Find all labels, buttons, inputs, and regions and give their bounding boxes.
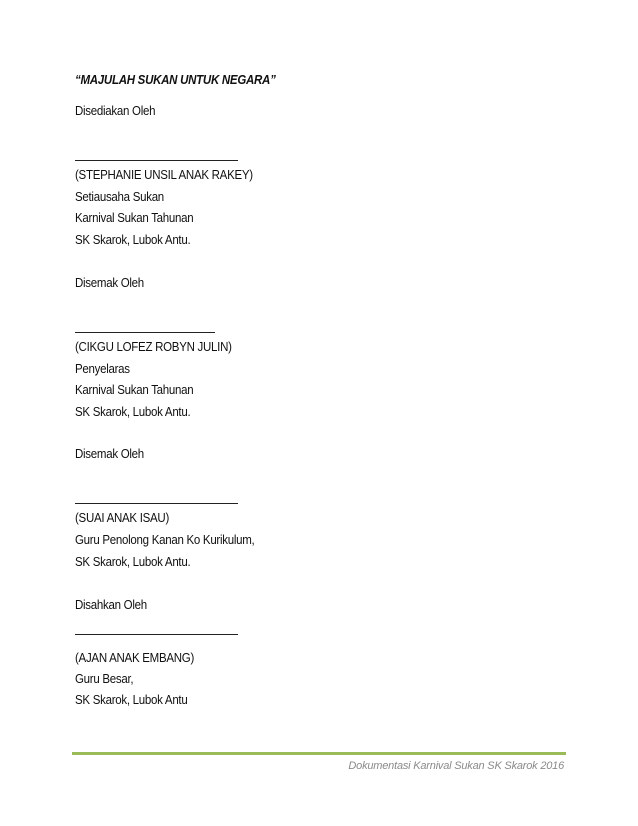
footer-rule bbox=[72, 752, 566, 755]
motto-heading: “MAJULAH SUKAN UNTUK NEGARA” bbox=[75, 73, 276, 87]
preparer-title: Setiausaha Sukan bbox=[75, 190, 164, 204]
footer-text: Dokumentasi Karnival Sukan SK Skarok 2016 bbox=[348, 760, 564, 772]
coordinator-school: SK Skarok, Lubok Antu. bbox=[75, 405, 191, 419]
preparer-school: SK Skarok, Lubok Antu. bbox=[75, 233, 191, 247]
coordinator-event: Karnival Sukan Tahunan bbox=[75, 383, 194, 397]
signature-line-coordinator bbox=[75, 332, 215, 333]
signature-line-headmaster bbox=[75, 634, 238, 635]
headmaster-school: SK Skarok, Lubok Antu bbox=[75, 693, 188, 707]
coordinator-title: Penyelaras bbox=[75, 362, 130, 376]
checked-by-heading-1: Disemak Oleh bbox=[75, 276, 144, 290]
coordinator-name: (CIKGU LOFEZ ROBYN JULIN) bbox=[75, 340, 232, 354]
assistant-head-name: (SUAI ANAK ISAU) bbox=[75, 511, 169, 525]
preparer-event: Karnival Sukan Tahunan bbox=[75, 211, 194, 225]
headmaster-title: Guru Besar, bbox=[75, 672, 134, 686]
checked-by-heading-2: Disemak Oleh bbox=[75, 447, 144, 461]
assistant-head-title: Guru Penolong Kanan Ko Kurikulum, bbox=[75, 533, 255, 547]
preparer-name: (STEPHANIE UNSIL ANAK RAKEY) bbox=[75, 168, 253, 182]
headmaster-name: (AJAN ANAK EMBANG) bbox=[75, 651, 195, 665]
prepared-by-heading: Disediakan Oleh bbox=[75, 104, 156, 118]
approved-by-heading: Disahkan Oleh bbox=[75, 598, 147, 612]
signature-line-preparer bbox=[75, 160, 238, 161]
signature-line-assistant-head bbox=[75, 503, 238, 504]
assistant-head-school: SK Skarok, Lubok Antu. bbox=[75, 555, 191, 569]
